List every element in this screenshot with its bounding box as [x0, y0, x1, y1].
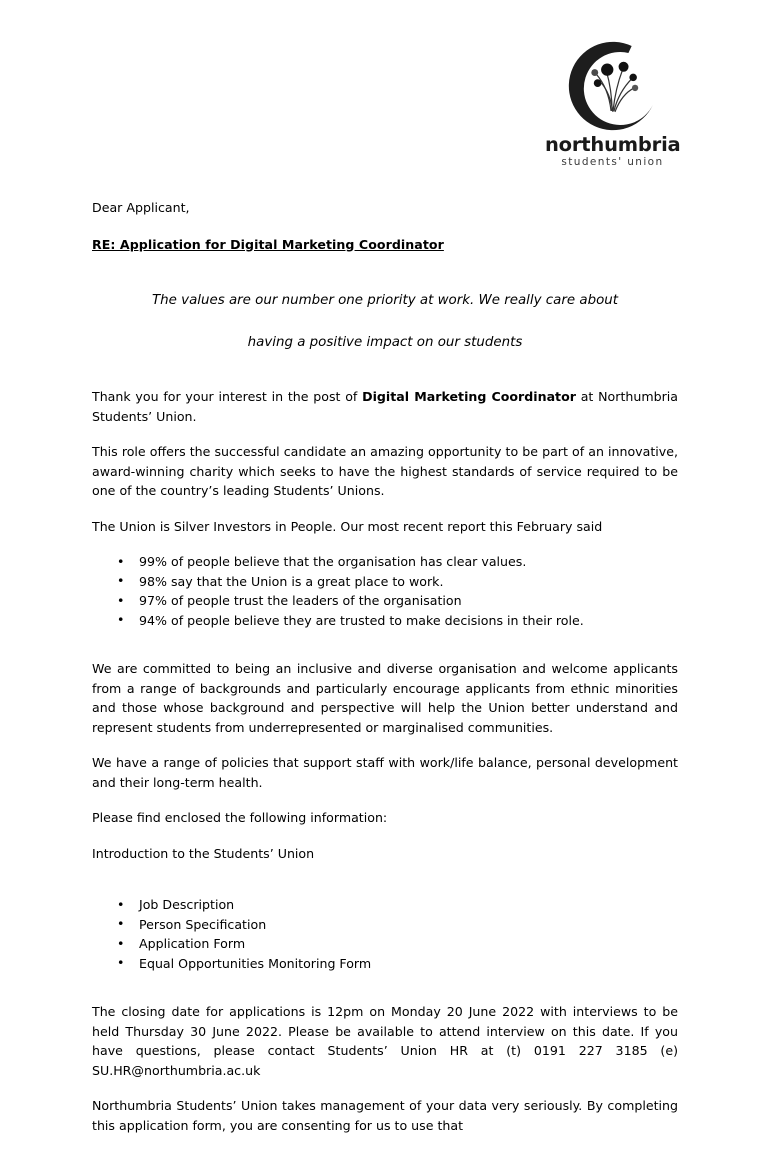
spacer — [92, 371, 678, 387]
paragraph-inclusive: We are committed to being an inclusive and diverse organisation and welcome applicants from a range of backgrounds and particularly encourage applicants from ethnic minorities and those whose background and perspective will help the Union better understand and represent students from underrepresented or marginalised communities. — [92, 661, 678, 735]
paragraph-data-consent: Northumbria Students’ Union takes management of your data very seriously. By completing this application form, you are consenting for us to use that — [92, 1098, 678, 1133]
salutation: Dear Applicant, — [92, 200, 190, 215]
thanks-text-before: Thank you for your interest in the post of — [92, 389, 363, 404]
list-item: • 98% say that the Union is a great place to work. — [92, 572, 678, 592]
letter-body — [92, 198, 678, 1151]
dandelion-icon — [565, 38, 661, 134]
spacer — [92, 879, 678, 895]
list-item: • Job Description — [92, 895, 678, 915]
paragraph-investors: The Union is Silver Investors in People. Our most recent report this February said — [92, 518, 603, 534]
logo-wordmark: northumbria — [545, 133, 681, 156]
statistics-list — [92, 552, 678, 630]
values-quote-line-1: The values are our number one priority at work. We really care about — [151, 293, 619, 308]
thanks-text-after: at Northumbria Students’ Union. — [92, 389, 678, 424]
list-item: • 94% of people believe they are trusted to make decisions in their role. — [92, 611, 678, 631]
paragraph-thanks — [92, 387, 678, 426]
paragraph-role: This role offers the successful candidate an amazing opportunity to be part of an innovative, award-winning charity which seeks to have the highest standards of service required to be one of the country’s leading Students’ Unions. — [92, 444, 678, 498]
job-title-bold: Digital Marketing Coordinator — [362, 389, 576, 404]
values-quote-line-2: having a positive impact on our students — [247, 335, 523, 350]
paragraph-policies: We have a range of policies that support staff with work/life balance, personal development and their long-term health. — [92, 755, 678, 790]
organisation-logo — [545, 38, 680, 170]
enclosed-documents-list — [92, 895, 678, 973]
list-item: • Person Specification — [92, 915, 678, 935]
list-item: • Application Form — [92, 934, 678, 954]
spacer — [92, 630, 678, 659]
paragraph-enclosed: Please find enclosed the following information: — [92, 810, 388, 825]
spacer — [92, 973, 678, 1002]
logo-subwordmark: students' union — [561, 156, 664, 169]
subject-line: RE: Application for Digital Marketing Coordinator — [92, 236, 444, 252]
paragraph-closing-date: The closing date for applications is 12pm on Monday 20 June 2022 with interviews to be held Thursday 30 June 2022. Please be available to attend interview on this date. If you have questions, please contact Students’ Union HR at (t) 0191 227 3185 (e) SU.HR@northumbria.ac.uk — [92, 1004, 678, 1078]
list-item: • 99% of people believe that the organisation has clear values. — [92, 552, 678, 572]
list-item: • Equal Opportunities Monitoring Form — [92, 954, 678, 974]
paragraph-introduction: Introduction to the Students’ Union — [92, 845, 315, 861]
list-item: • 97% of people trust the leaders of the organisation — [92, 591, 678, 611]
